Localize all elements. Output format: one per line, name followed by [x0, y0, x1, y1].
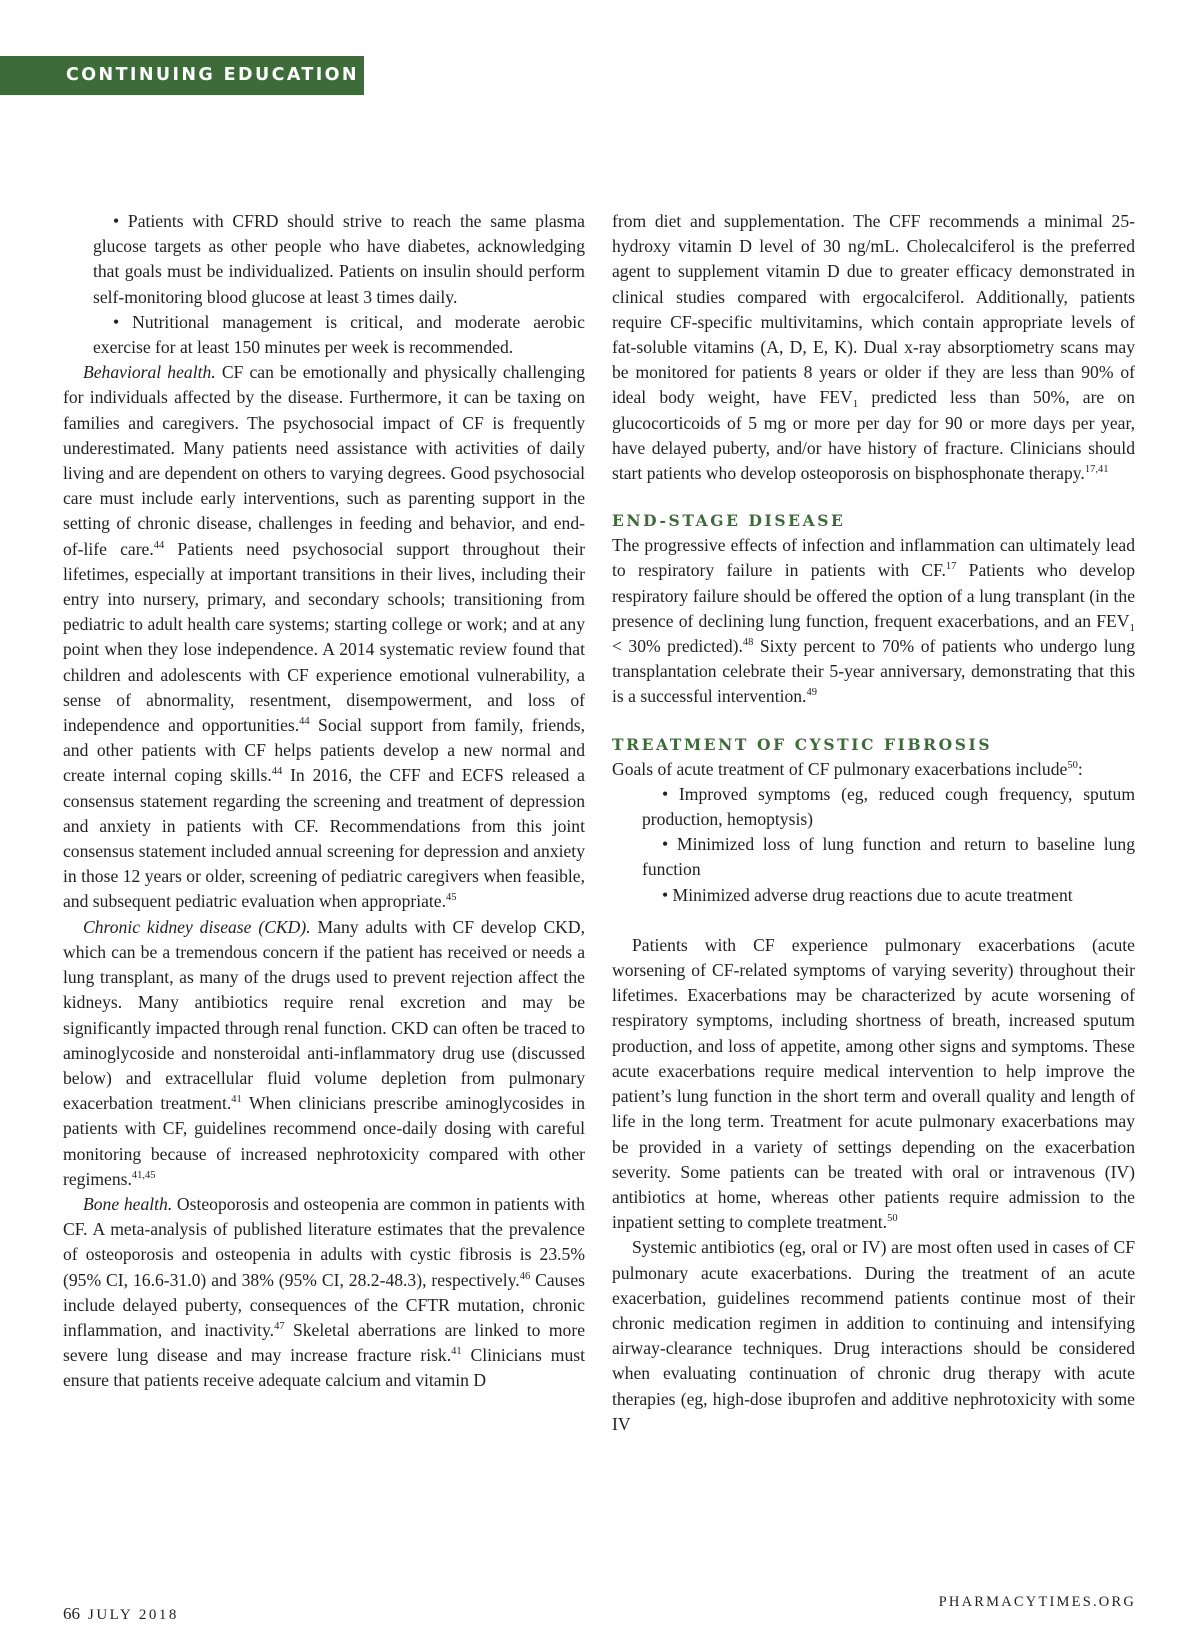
citation: 49: [806, 687, 817, 699]
paragraph-text: < 30% predicted).: [612, 636, 743, 657]
treatment-heading: TREATMENT OF CYSTIC FIBROSIS: [612, 734, 993, 754]
right-column: [612, 209, 1135, 1437]
end-stage-disease-paragraph: [612, 533, 1135, 709]
citation: 48: [742, 637, 754, 649]
paragraph-text: When clinicians prescribe aminoglycosides in patients with CF, guidelines recommend once-daily dosing with careful monitoring because of increased nephrotoxicity compared with other regimens.: [63, 1093, 585, 1189]
section-banner: [0, 56, 364, 95]
exacerbations-paragraph: [612, 933, 1135, 1235]
behavioral-health-paragraph: [63, 360, 585, 914]
citation: 46: [519, 1270, 531, 1282]
citation: 50: [1067, 759, 1078, 771]
paragraph-text: Sixty percent to 70% of patients who undergo lung transplantation celebrate their 5-year anniversary, demonstrating that this is a successful intervention.: [612, 636, 1135, 707]
paragraph-text: Osteoporosis and osteopenia are common in patients with CF. A meta-analysis of published literature estimates that the prevalence of osteoporosis and osteopenia in adults with cystic fibrosis is 23.5% (95% CI, 16.6-31.0) and 38% (95% CI, 28.2-48.3), respectively.: [63, 1193, 585, 1290]
paragraph-text: :: [1077, 758, 1083, 779]
website-footer: PHARMACYTIMES.ORG: [938, 1594, 1136, 1610]
systemic-antibiotics-paragraph: Systemic antibiotics (eg, oral or IV) are most often used in cases of CF pulmonary acute exacerbations. During the treatment of an acute exacerbation, guidelines recommend patients continue most of their chronic medication regimen in addition to continuing and intensifying airway-clearance techniques. Drug interactions should be considered when evaluating continuation of chronic drug therapy with acute therapies (eg, high-dose ibuprofen and additive nephrotoxicity with some IV: [612, 1237, 1135, 1434]
citation: 44: [153, 539, 165, 551]
paragraph-text: Skeletal aberrations are linked to more severe lung disease and may increase fracture risk.: [63, 1319, 586, 1366]
issue-date: JULY 2018: [88, 1607, 179, 1623]
ckd-heading: Chronic kidney disease (CKD).: [83, 916, 311, 937]
subscript: 1: [1129, 621, 1135, 634]
citation: 44: [299, 716, 310, 728]
paragraph-text: Clinicians must ensure that patients receive adequate calcium and vitamin D: [63, 1345, 585, 1391]
ckd-paragraph: [63, 915, 585, 1192]
page-footer-left: [63, 1604, 179, 1624]
page-number: 66: [63, 1604, 80, 1623]
cfrd-bullet-nutrition: • Nutritional management is critical, and moderate aerobic exercise for at least 150 minutes per week is recommended.: [93, 311, 585, 358]
paragraph-text: CF can be emotionally and physically challenging for individuals affected by the disease. Furthermore, it can be taxing on families and caregivers. The psychosocial impact of CF is frequently underestimated. Many patients need assistance with activities of daily living and are dependent on others to varying degrees. Good psychosocial care must include early interventions, such as parenting support in the setting of chronic disease, challenges in feeding and behavior, and end-of-life care.: [63, 362, 585, 559]
citation: 50: [887, 1213, 898, 1225]
bone-health-continued-paragraph: [612, 209, 1135, 486]
treatment-goals-intro: [612, 757, 1135, 782]
citation: 17,41: [1084, 464, 1109, 476]
behavioral-health-heading: Behavioral health.: [83, 362, 216, 383]
paragraph-text: Causes include delayed puberty, consequences of the CFTR mutation, chronic inflammation, and inactivity.: [63, 1269, 585, 1340]
paragraph-text: Patients who develop respiratory failure should be offered the option of a lung transplant (in the presence of declining lung function, frequent exacerbations, and an FEV: [612, 560, 1135, 631]
paragraph-text: Many adults with CF develop CKD, which can be a tremendous concern if the patient has received or needs a lung transplant, as many of the drugs used to prevent rejection affect the kidneys. Many antibiotics require renal excretion and may be significantly impacted through renal function. CKD can often be traced to aminoglycoside and nonsteroidal anti-inflammatory drug use (discussed below) and extracellular fluid volume depletion from pulmonary exacerbation treatment.: [63, 916, 585, 1114]
subscript: 1: [852, 398, 859, 411]
end-stage-disease-heading: END-STAGE DISEASE: [612, 511, 846, 531]
citation: 41: [231, 1094, 242, 1106]
citation: 44: [271, 766, 283, 778]
citation: 47: [274, 1320, 285, 1332]
goal-bullet-symptoms: • Improved symptoms (eg, reduced cough frequency, sputum production, hemoptysis): [642, 783, 1135, 830]
paragraph-text: Patients with CF experience pulmonary exacerbations (acute worsening of CF-related symptoms of varying severity) throughout their lifetimes. Exacerbations may be characterized by acute worsening of respiratory symptoms, including shortness of breath, increased sputum production, and loss of appetite, among other signs and symptoms. These acute exacerbations require medical intervention to help improve the patient’s lung function in the short term and overall quality and length of life in the long term. Treatment for acute pulmonary exacerbations may be provided in a variety of settings depending on the exacerbation severity. Some patients can be treated with oral or intravenous (IV) antibiotics at home, whereas other patients require admission to the inpatient setting to complete treatment.: [612, 934, 1135, 1233]
paragraph-text: Goals of acute treatment of CF pulmonary exacerbations include: [612, 758, 1068, 779]
cfrd-bullet-glucose: • Patients with CFRD should strive to reach the same plasma glucose targets as other people who have diabetes, acknowledging that goals must be individualized. Patients on insulin should perform self-monitoring blood glucose at least 3 times daily.: [93, 211, 585, 307]
goal-bullet-adverse-reactions: • Minimized adverse drug reactions due to acute treatment: [662, 884, 1073, 905]
paragraph-gap: [612, 908, 1135, 933]
section-label: CONTINUING EDUCATION: [66, 65, 359, 85]
paragraph-text: The progressive effects of infection and inflammation can ultimately lead to respiratory failure in patients with CF.: [612, 535, 1135, 581]
paragraph-text: Patients need psychosocial support throughout their lifetimes, especially at important transitions in their lives, including their entry into nursery, primary, and secondary schools; transitioning from pediatric to adult health care systems; starting college or work; and at any point when they lose independence. A 2014 systematic review found that children and adolescents with CF experience emotional vulnerability, a sense of abnormality, resentment, disempowerment, and loss of independence and opportunities.: [63, 538, 585, 736]
paragraph-text: Social support from family, friends, and other patients with CF helps patients develop a new normal and create internal coping skills.: [63, 715, 585, 786]
bone-health-paragraph: [63, 1192, 585, 1394]
paragraph-text: predicted less than 50%, are on glucocorticoids of 5 mg or more per day for 90 or more days per year, have delayed puberty, and/or have history of fracture. Clinicians should start patients who develop osteoporosis on bisphosphonate therapy.: [612, 387, 1135, 484]
citation: 17: [945, 561, 957, 573]
citation: 41,45: [131, 1169, 156, 1181]
paragraph-text: from diet and supplementation. The CFF recommends a minimal 25-hydroxy vitamin D level of 30 ng/mL. Cholecalciferol is the preferred agent to supplement vitamin D due to greater efficacy demonstrated in clinical studies compared with ergocalciferol. Additionally, patients require CF-specific multivitamins, which contain appropriate levels of fat-soluble vitamins (A, D, E, K). Dual x-ray absorptiometry scans may be monitored for patients 8 years or older if they are less than 90% of ideal body weight, have FEV: [612, 211, 1135, 408]
bone-health-heading: Bone health.: [83, 1193, 173, 1214]
citation: 41: [451, 1346, 462, 1358]
left-column: [63, 209, 585, 1394]
citation: 45: [446, 892, 457, 904]
paragraph-text: In 2016, the CFF and ECFS released a consensus statement regarding the screening and treatment of depression and anxiety in patients with CF. Recommendations from this joint consensus statement included annual screening for depression and anxiety in those 12 years or older, screening of pediatric caregivers when feasible, and subsequent pediatric evaluation when appropriate.: [63, 765, 585, 912]
goal-bullet-lung-function: • Minimized loss of lung function and return to baseline lung function: [642, 834, 1135, 880]
